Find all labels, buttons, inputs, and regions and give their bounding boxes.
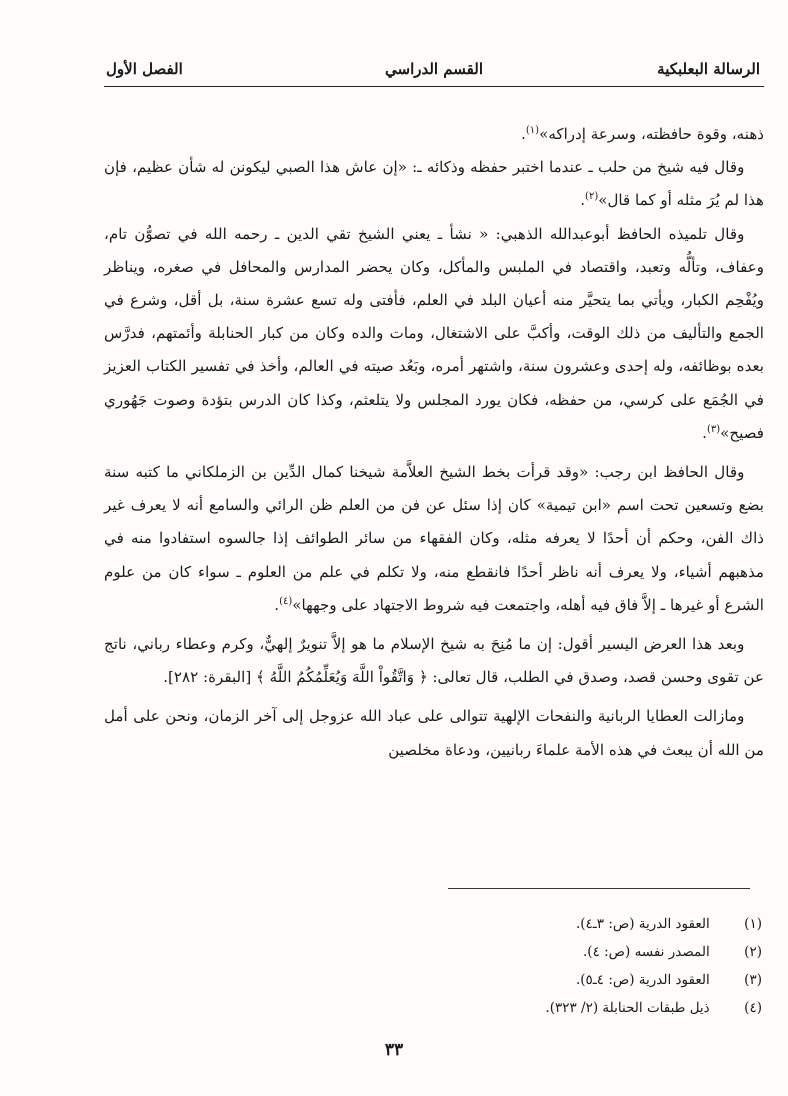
footnote-3 xyxy=(300,966,762,994)
footnote-4 xyxy=(300,994,762,1022)
footnote-number: (٢) xyxy=(744,944,762,960)
footnote-2 xyxy=(300,938,762,966)
paragraph-text: وقال تلميذه الحافظ أبوعبدالله الذهبي: « نشأ ـ يعني الشيخ تقي الدين ـ رحمه الله في تصوُّن تام، وعفاف، وتألُّه وتعبد، واقتصاد في الملبس والمأكل، وكان يحضر المدارس والمحافل في صغره، ويناظر ويُفْحِم الكبار، ويأتي بما يتحيَّر منه أعيان البلد في العلم، فأفتى وله تسع عشرة سنة، بل أقل، وشرع في الجمع والتأليف من ذلك الوقت، وأكبَّ على الاشتغال، ومات والده وكان من كبار الحنابلة وأئمتهم، فدرَّس بعده بوظائفه، وله إحدى وعشرون سنة، واشتهر أمره، وبَعُد صيته في العالم، وأخذ في تفسير الكتاب العزيز في الجُمَع على كرسي، من حفظه، فكان يورد المجلس ولا يتلعثم، وكذا كان الدرس بتؤدة وصوت جَهُوري فصيح» xyxy=(104,224,764,442)
footnote-number: (٣) xyxy=(744,972,762,988)
header-book-title: الرسالة البعلبكية xyxy=(657,60,760,78)
paragraph-4 xyxy=(104,456,764,622)
footnote-number: (٤) xyxy=(744,1000,762,1016)
paragraph-end: . xyxy=(702,423,707,442)
footnote-marker-4: (٤) xyxy=(279,595,293,607)
paragraph-1 xyxy=(104,118,764,151)
footnote-number: (١) xyxy=(744,916,762,932)
footnote-text: العقود الدرية (ص: ٣ـ٤). xyxy=(575,916,710,932)
header-section-title: القسم الدراسي xyxy=(384,60,484,78)
paragraph-2 xyxy=(104,151,764,217)
paragraph-text: ذهنه، وقوة حافظته، وسرعة إدراكه» xyxy=(539,125,764,143)
paragraph-text: وقال فيه شيخ من حلب ـ عندما اختبر حفظه وذكائه ـ: «إن عاش هذا الصبي ليكونن له شأن عظيم، فإن هذا لم يُرَ مثله أو كما قال» xyxy=(104,158,764,210)
footnote-marker-3: (٣) xyxy=(706,423,721,435)
paragraph-end: . xyxy=(580,191,586,210)
paragraph-text: وبعد هذا العرض اليسير أقول: إن ما مُنِحَ به شيخ الإسلام ما هو إلاَّ تنويرٌ إلهيٌّ، وكرم وعطاء رباني، ناتج عن تقوى وحسن قصد، وصدق في الطلب، قال تعالى: ﴿ وَاتَّقُواْ اللَّهَ وَيُعَلِّمُكُمُ اللَّهُ ﴾ [البقرة: ٢٨٢]. xyxy=(104,635,764,687)
page-number: ٣٣ xyxy=(384,1040,404,1060)
header-chapter-title: الفصل الأول xyxy=(106,60,183,78)
footnote-text: العقود الدرية (ص: ٤ـ٥). xyxy=(575,972,710,988)
paragraph-5 xyxy=(104,628,764,694)
paragraph-end: . xyxy=(521,125,526,143)
main-text xyxy=(104,118,764,767)
paragraph-3 xyxy=(104,218,764,450)
footnotes xyxy=(300,910,762,1022)
footnote-text: المصدر نفسه (ص: ٤). xyxy=(583,944,710,960)
footnote-marker-2: (٢) xyxy=(585,191,599,203)
paragraph-end: . xyxy=(274,595,280,614)
footnote-marker-1: (١) xyxy=(525,124,540,136)
footnote-1 xyxy=(300,910,762,938)
footnote-separator xyxy=(448,888,750,889)
footnote-text: ذيل طبقات الحنابلة (٢/ ٣٢٣). xyxy=(545,1000,710,1016)
running-header xyxy=(104,60,764,87)
paragraph-6 xyxy=(104,700,764,766)
paragraph-text: ومازالت العطايا الربانية والنفحات الإلهية تتوالى على عباد الله عزوجل إلى آخر الزمان، ونحن على أمل من الله أن يبعث في هذه الأمة علماءَ ربانيين، ودعاة مخلصين xyxy=(104,707,764,759)
paragraph-text: وقال الحافظ ابن رجب: «وقد قرأت بخط الشيخ العلاَّمة شيخنا كمال الدِّين بن الزملكاني ما كتبه سنة بضع وتسعين تحت اسم «ابن تيمية» كان إذا سئل عن فن من العلم ظن الرائي والسامع أنه لا يعرف غير ذاك الفن، وحكم أن أحدًا لا يعرفه مثله، وكان الفقهاء من سائر الطوائف إذا جالسوه استفادوا منه في مذهبهم أشياء، ولا يعرف أنه ناظر أحدًا فانقطع منه، ولا تكلم في علم من العلوم ـ سواء كان من علوم الشرع أو غيرها ـ إلاَّ فاق فيه أهله، واجتمعت فيه شروط الاجتهاد على وجهها» xyxy=(104,463,764,614)
